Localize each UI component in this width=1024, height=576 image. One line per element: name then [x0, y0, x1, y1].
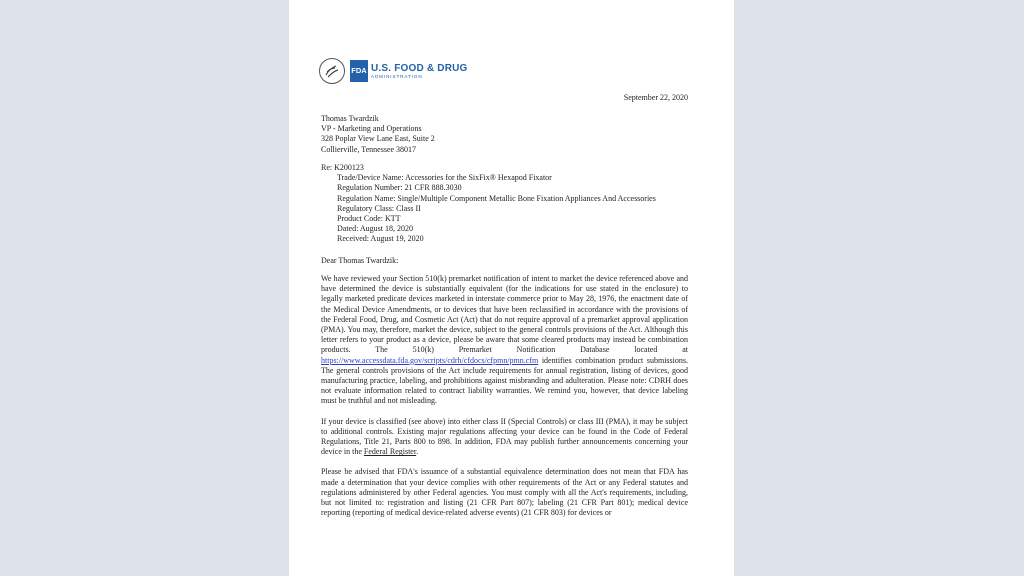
- re-regulation-name: Regulation Name: Single/Multiple Component Metallic Bone Fixation Appliances And Accessories: [337, 193, 656, 203]
- pmn-database-link[interactable]: https://www.accessdata.fda.gov/scripts/cdrh/cfdocs/cfpmn/pmn.cfm: [321, 355, 539, 365]
- re-received: Received: August 19, 2020: [337, 234, 424, 244]
- reference-block: [321, 163, 656, 245]
- fda-wordmark-line2: ADMINISTRATION: [371, 73, 423, 79]
- letter-page: [289, 0, 734, 576]
- federal-register-text: Federal Register: [363, 447, 417, 457]
- fda-wordmark: [371, 63, 468, 80]
- fda-wordmark-line1: U.S. FOOD & DRUG: [371, 62, 468, 74]
- re-dated: Dated: August 18, 2020: [337, 224, 413, 234]
- recipient-address: [321, 114, 435, 155]
- recipient-name: Thomas Twardzik: [321, 114, 379, 123]
- re-regulatory-class: Regulatory Class: Class II: [337, 203, 421, 213]
- recipient-street: 328 Poplar View Lane East, Suite 2: [321, 134, 435, 144]
- fda-badge: FDA: [350, 60, 368, 82]
- body-paragraph-1: We have reviewed your Section 510(k) premarket notification of intent to market the device referenced above and have determined the device is substantially equivalent (for the indications for use stated in the enclosure) to legally marketed predicate devices marketed in interstate commerce prior to May 28, 1976, the enactment date of the Medical Device Amendments, or to devices that have been reclassified in accordance with the provisions of the Federal Food, Drug, and Cosmetic Act (Act) that do not require approval of a premarket approval application (PMA). You may, therefore, market the device, subject to the general controls provisions of the Act. Although this letter refers to your product as a device, please be aware that some cleared products may instead be combination products. The 510(k) Premarket Notification Database located at https://www.accessdata.fda.gov/scripts/cdrh/cfdocs/cfpmn/pmn.cfm identifies combination product submissions. The general controls provisions of the Act include requirements for annual registration, listing of devices, good manufacturing practice, labeling, and prohibitions against misbranding and adulteration. Please note: CDRH does not evaluate information related to contract liability warranties. We remind you, however, that device labeling must be truthful and not misleading.: [321, 274, 688, 406]
- body-paragraph-3: Please be advised that FDA's issuance of a substantial equivalence determination does not mean that FDA has made a determination that your device complies with other requirements of the Act or any Federal statutes and regulations administered by other Federal agencies. You must comply with all the Act's requirements, including, but not limited to: registration and listing (21 CFR Part 807); labeling (21 CFR Part 801); medical device reporting (reporting of medical device-related adverse events) (21 CFR 803) for devices or: [321, 467, 688, 518]
- letter-date: September 22, 2020: [623, 93, 688, 102]
- re-trade-name: Trade/Device Name: Accessories for the SixFix® Hexapod Fixator: [337, 173, 552, 183]
- recipient-city: Collierville, Tennessee 38017: [321, 144, 417, 154]
- letter-body: [321, 274, 688, 528]
- fda-logo: [319, 58, 468, 84]
- re-regulation-number: Regulation Number: 21 CFR 888.3030: [337, 183, 462, 193]
- body-paragraph-2: If your device is classified (see above) into either class II (Special Controls) or class III (PMA), it may be subject to additional controls. Existing major regulations affecting your device can be found in the Code of Federal Regulations, Title 21, Parts 800 to 898. In addition, FDA may publish further announcements concerning your device in the Federal Register.: [321, 416, 688, 457]
- re-number: Re: K200123: [321, 163, 364, 172]
- recipient-title: VP - Marketing and Operations: [321, 124, 422, 134]
- hhs-eagle-seal-icon: [319, 58, 345, 84]
- re-product-code: Product Code: KTT: [337, 214, 401, 224]
- salutation: Dear Thomas Twardzik:: [321, 256, 399, 265]
